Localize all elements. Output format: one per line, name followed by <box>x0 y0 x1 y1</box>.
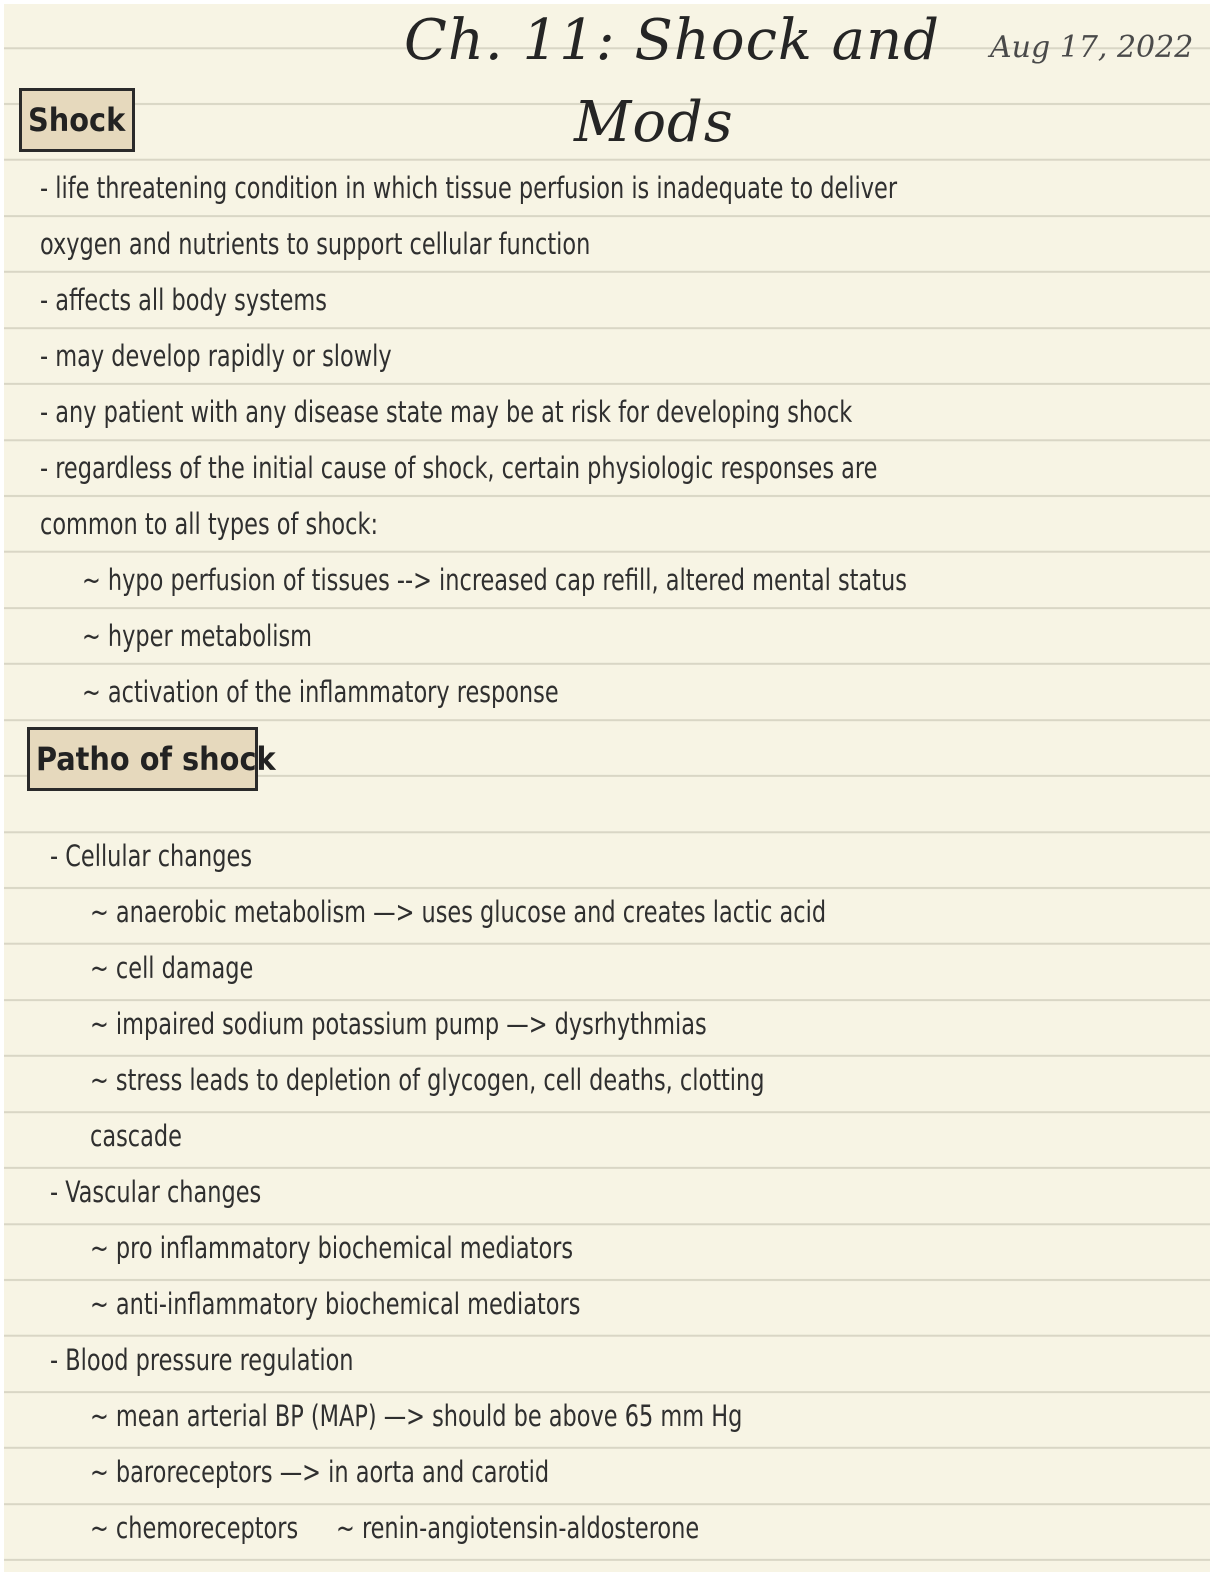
notebook-page <box>4 4 1210 1572</box>
note-line: - Vascular changes <box>50 1175 262 1209</box>
note-line: ~ impaired sodium potassium pump —> dysrhythmias <box>90 1007 707 1041</box>
note-line <box>90 1508 699 1548</box>
note-line: ~ stress leads to depletion of glycogen, cell deaths, clotting <box>90 1063 765 1097</box>
page-title-line-1: Ch. 11: Shock and <box>404 8 940 73</box>
note-line: ~ baroreceptors —> in aorta and carotid <box>90 1455 550 1489</box>
note-line: - Blood pressure regulation <box>50 1343 354 1377</box>
note-line: ~ cell damage <box>90 951 254 985</box>
note-line: ~ mean arterial BP (MAP) —> should be above 65 mm Hg <box>90 1399 743 1433</box>
note-line: ~ anti-inflammatory biochemical mediators <box>90 1287 581 1321</box>
note-line: common to all types of shock: <box>40 507 379 541</box>
note-line: ~ hypo perfusion of tissues --> increased cap refill, altered mental status <box>82 563 907 597</box>
note-line: oxygen and nutrients to support cellular function <box>40 227 591 261</box>
note-line: cascade <box>90 1119 182 1153</box>
note-line: - life threatening condition in which tissue perfusion is inadequate to deliver <box>40 171 898 205</box>
page-date: Aug 17, 2022 <box>990 30 1194 65</box>
note-line-part: ~ renin-angiotensin-aldosterone <box>336 1511 700 1545</box>
note-line: ~ anaerobic metabolism —> uses glucose and creates lactic acid <box>90 895 827 929</box>
note-line-part: ~ chemoreceptors <box>90 1511 299 1545</box>
note-line: ~ pro inflammatory biochemical mediators <box>90 1231 574 1265</box>
page-title-line-2: Mods <box>574 90 734 155</box>
section-heading-patho-of-shock: Patho of shock <box>27 727 258 791</box>
note-line: - Cellular changes <box>50 839 253 873</box>
note-line: - affects all body systems <box>40 283 327 317</box>
note-line: ~ activation of the inflammatory response <box>82 675 559 709</box>
note-line: - may develop rapidly or slowly <box>40 339 392 373</box>
note-line: - regardless of the initial cause of shock, certain physiologic responses are <box>40 451 878 485</box>
section-heading-shock: Shock <box>19 88 135 152</box>
note-line: - any patient with any disease state may be at risk for developing shock <box>40 395 853 429</box>
note-line: ~ hyper metabolism <box>82 619 313 653</box>
